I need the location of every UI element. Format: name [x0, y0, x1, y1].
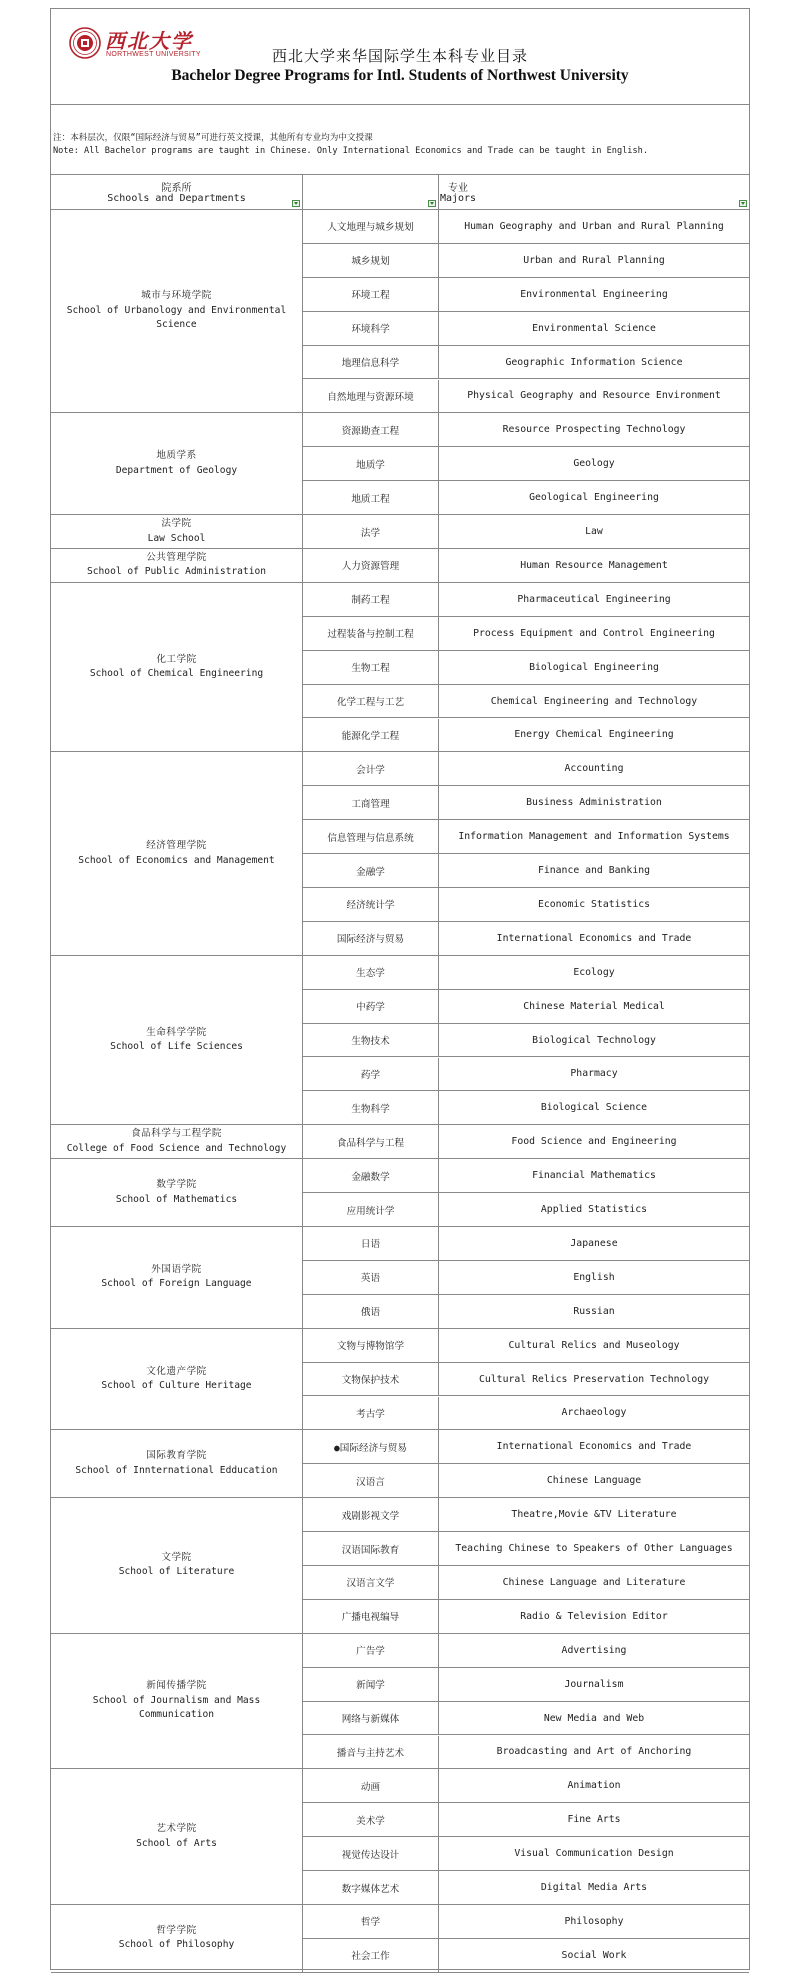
department-name-cn: 新闻传播学院 [146, 1680, 207, 1692]
department-name-cn: 地质学系 [156, 450, 197, 462]
major-name-cn: 城乡规划 [303, 244, 439, 278]
department-name-cn: 国际教育学院 [146, 1450, 207, 1462]
major-name-en: Broadcasting and Art of Anchoring [439, 1736, 749, 1770]
column-header-departments-cn: 院系所 [161, 183, 192, 194]
major-name-cn: 自然地理与资源环境 [303, 380, 439, 414]
major-name-en: Economic Statistics [439, 888, 749, 922]
major-name-en: Cultural Relics and Museology [439, 1329, 749, 1363]
major-name-en: Animation [439, 1769, 749, 1803]
department-name-en: School of Foreign Language [101, 1278, 252, 1290]
major-name-en: Social Work [439, 1939, 749, 1973]
department-cell [51, 210, 303, 413]
major-name-en: Biological Engineering [439, 651, 749, 685]
major-name-cn: 会计学 [303, 752, 439, 786]
major-name-cn: 汉语国际教育 [303, 1532, 439, 1566]
major-name-en: Pharmacy [439, 1058, 749, 1092]
major-name-cn: 地质学 [303, 447, 439, 481]
department-name-cn: 经济管理学院 [146, 840, 207, 852]
program-catalog-sheet [50, 8, 750, 1970]
major-name-cn: 播音与主持艺术 [303, 1736, 439, 1770]
major-name-en: Journalism [439, 1668, 749, 1702]
major-name-cn: 药学 [303, 1058, 439, 1092]
major-name-cn: 英语 [303, 1261, 439, 1295]
department-cell [51, 515, 303, 549]
major-name-cn: 过程装备与控制工程 [303, 617, 439, 651]
major-name-en: Geology [439, 447, 749, 481]
department-name-cn: 城市与环境学院 [141, 290, 212, 302]
major-name-cn: 网络与新媒体 [303, 1702, 439, 1736]
department-name-en: School of Mathematics [115, 1193, 238, 1205]
major-name-cn: 新闻学 [303, 1668, 439, 1702]
department-name-cn: 哲学学院 [156, 1924, 197, 1936]
major-name-cn: 俄语 [303, 1295, 439, 1329]
department-name-en: School of Chemical Engineering [89, 668, 264, 680]
major-name-en: Pharmaceutical Engineering [439, 583, 749, 617]
department-name-cn: 公共管理学院 [146, 551, 207, 563]
department-cell [51, 549, 303, 583]
department-cell [51, 1125, 303, 1159]
page-title-english: Bachelor Degree Programs for Intl. Students of Northwest University [171, 67, 629, 84]
major-name-cn: 工商管理 [303, 786, 439, 820]
catalog-header [51, 9, 749, 105]
major-name-cn: 动画 [303, 1769, 439, 1803]
page-title-chinese: 西北大学来华国际学生本科专业目录 [271, 47, 528, 65]
department-name-cn: 生命科学学院 [146, 1026, 207, 1038]
department-name-cn: 外国语学院 [151, 1263, 202, 1275]
major-name-cn: 中药学 [303, 990, 439, 1024]
department-name-en: School of Innternational Edducation [75, 1464, 278, 1476]
major-name-en: Energy Chemical Engineering [439, 719, 749, 753]
major-name-en: Philosophy [439, 1905, 749, 1939]
major-name-en: Physical Geography and Resource Environment [439, 380, 749, 414]
major-name-cn: 美术学 [303, 1803, 439, 1837]
major-name-cn: 信息管理与信息系统 [303, 820, 439, 854]
major-name-en: Cultural Relics Preservation Technology [439, 1363, 749, 1397]
major-name-cn: ●国际经济与贸易 [303, 1430, 439, 1464]
major-name-en: Advertising [439, 1634, 749, 1668]
major-name-en: Law [439, 515, 749, 549]
major-name-cn: 汉语言文学 [303, 1566, 439, 1600]
major-name-cn: 环境科学 [303, 312, 439, 346]
department-cell [51, 752, 303, 955]
major-name-cn: 地质工程 [303, 481, 439, 515]
major-name-en: Financial Mathematics [439, 1159, 749, 1193]
major-name-cn: 生物科学 [303, 1091, 439, 1125]
major-name-cn: 地理信息科学 [303, 346, 439, 380]
major-name-cn: 文物与博物馆学 [303, 1329, 439, 1363]
major-name-en: Resource Prospecting Technology [439, 413, 749, 447]
major-name-en: English [439, 1261, 749, 1295]
major-name-cn: 生态学 [303, 956, 439, 990]
department-name-en: School of Arts [136, 1837, 217, 1849]
major-name-cn: 应用统计学 [303, 1193, 439, 1227]
notes-section [51, 104, 749, 175]
major-name-cn: 汉语言 [303, 1464, 439, 1498]
major-name-en: Human Geography and Urban and Rural Planning [439, 210, 749, 244]
major-name-cn: 制药工程 [303, 583, 439, 617]
major-name-cn: 环境工程 [303, 278, 439, 312]
major-name-en: Information Management and Information Systems [439, 820, 749, 854]
department-name-en: School of Literature [118, 1566, 235, 1578]
major-name-cn: 数字媒体艺术 [303, 1871, 439, 1905]
department-name-en: School of Public Administration [86, 566, 267, 578]
major-name-en: Urban and Rural Planning [439, 244, 749, 278]
major-name-en: New Media and Web [439, 1702, 749, 1736]
note-english: Note: All Bachelor programs are taught in Chinese. Only International Economics and Trade can be taught in English. [53, 146, 648, 156]
department-cell [51, 583, 303, 753]
department-name-en: Department of Geology [115, 464, 238, 476]
major-name-cn: 金融数学 [303, 1159, 439, 1193]
major-name-cn: 考古学 [303, 1397, 439, 1431]
major-name-en: Russian [439, 1295, 749, 1329]
department-cell [51, 1498, 303, 1634]
major-name-cn: 人力资源管理 [303, 549, 439, 583]
major-name-cn: 视觉传达设计 [303, 1837, 439, 1871]
column-header-majors-cn: 专业 [448, 183, 468, 194]
major-name-en: Teaching Chinese to Speakers of Other Languages [439, 1532, 749, 1566]
major-name-cn: 食品科学与工程 [303, 1125, 439, 1159]
major-name-en: Theatre,Movie &TV Literature [439, 1498, 749, 1532]
major-name-cn: 化学工程与工艺 [303, 685, 439, 719]
major-name-en: Visual Communication Design [439, 1837, 749, 1871]
major-name-en: Chinese Language and Literature [439, 1566, 749, 1600]
major-name-en: Archaeology [439, 1397, 749, 1431]
department-name-en: College of Food Science and Technology [66, 1142, 287, 1154]
major-name-en: Radio & Television Editor [439, 1600, 749, 1634]
department-name-en: School of Philosophy [118, 1939, 235, 1951]
major-name-cn: 经济统计学 [303, 888, 439, 922]
major-name-en: Environmental Engineering [439, 278, 749, 312]
major-name-en: Geographic Information Science [439, 346, 749, 380]
major-name-en: Chemical Engineering and Technology [439, 685, 749, 719]
major-name-en: Biological Technology [439, 1024, 749, 1058]
major-name-cn: 国际经济与贸易 [303, 922, 439, 956]
major-name-cn: 法学 [303, 515, 439, 549]
major-name-en: Biological Science [439, 1091, 749, 1125]
department-name-cn: 艺术学院 [156, 1823, 197, 1835]
department-name-cn: 文学院 [161, 1551, 192, 1563]
department-cell [51, 1634, 303, 1770]
major-name-en: Business Administration [439, 786, 749, 820]
department-name-cn: 化工学院 [156, 653, 197, 665]
department-name-en: School of Culture Heritage [101, 1380, 252, 1392]
department-name-en: School of Life Sciences [110, 1041, 243, 1053]
major-name-en: Environmental Science [439, 312, 749, 346]
department-name-en: School of Economics and Management [78, 854, 275, 866]
major-name-en: Finance and Banking [439, 854, 749, 888]
department-name-en: School of Urbanology and Environmental Science [66, 304, 287, 331]
column-header-majors [439, 174, 749, 210]
department-name-cn: 食品科学与工程学院 [131, 1128, 222, 1140]
department-cell [51, 1227, 303, 1329]
major-name-cn: 生物技术 [303, 1024, 439, 1058]
filter-dropdown-icon[interactable] [739, 200, 747, 207]
major-name-cn: 资源勘查工程 [303, 413, 439, 447]
department-cell [51, 1329, 303, 1431]
major-name-en: International Economics and Trade [439, 922, 749, 956]
major-name-cn: 广播电视编导 [303, 1600, 439, 1634]
major-name-en: Process Equipment and Control Engineering [439, 617, 749, 651]
note-chinese: 注：本科层次，仅限“国际经济与贸易”可进行英文授课，其他所有专业均为中文授课 [53, 133, 373, 143]
major-name-en: Ecology [439, 956, 749, 990]
department-cell [51, 413, 303, 515]
major-name-en: Digital Media Arts [439, 1871, 749, 1905]
major-name-en: Applied Statistics [439, 1193, 749, 1227]
column-header-departments-en: Schools and Departments [107, 193, 246, 204]
department-name-en: Law School [147, 532, 206, 544]
major-name-en: Geological Engineering [439, 481, 749, 515]
major-name-en: Chinese Material Medical [439, 990, 749, 1024]
major-name-cn: 文物保护技术 [303, 1363, 439, 1397]
logo-chinese-name: 西北大学 [105, 29, 193, 53]
major-name-cn: 日语 [303, 1227, 439, 1261]
column-header-majors-en: Majors [439, 193, 477, 204]
major-name-en: Human Resource Management [439, 549, 749, 583]
department-cell [51, 1159, 303, 1227]
major-name-cn: 哲学 [303, 1905, 439, 1939]
major-name-cn: 能源化学工程 [303, 719, 439, 753]
department-name-cn: 文化遗产学院 [146, 1365, 207, 1377]
department-name-cn: 数学学院 [156, 1179, 197, 1191]
department-cell [51, 1430, 303, 1498]
department-name-cn: 法学院 [161, 518, 192, 530]
major-name-en: Japanese [439, 1227, 749, 1261]
major-name-cn: 人文地理与城乡规划 [303, 210, 439, 244]
major-name-en: Chinese Language [439, 1464, 749, 1498]
major-name-en: Accounting [439, 752, 749, 786]
department-name-en: School of Journalism and Mass Communication [92, 1694, 261, 1721]
major-name-cn: 戏剧影视文学 [303, 1498, 439, 1532]
major-name-cn: 广告学 [303, 1634, 439, 1668]
major-name-cn: 金融学 [303, 854, 439, 888]
department-cell [51, 1905, 303, 1973]
department-cell [51, 956, 303, 1126]
major-name-cn: 社会工作 [303, 1939, 439, 1973]
logo-english-name: NORTHWEST UNIVERSITY [106, 51, 201, 58]
major-name-cn: 生物工程 [303, 651, 439, 685]
major-name-en: Fine Arts [439, 1803, 749, 1837]
department-cell [51, 1769, 303, 1905]
major-name-en: Food Science and Engineering [439, 1125, 749, 1159]
major-name-en: International Economics and Trade [439, 1430, 749, 1464]
